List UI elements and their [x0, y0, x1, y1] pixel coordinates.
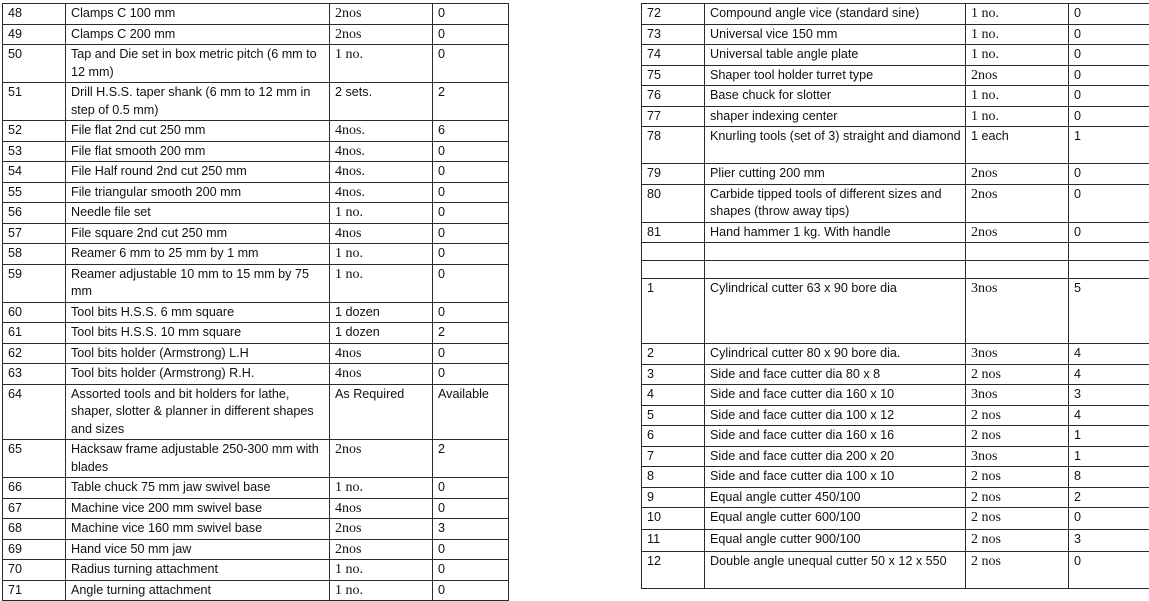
available-cell: 0: [1069, 65, 1149, 86]
serial-number-cell: 1: [642, 279, 705, 344]
quantity-cell: 2nos: [966, 65, 1069, 86]
item-description-cell: Hand hammer 1 kg. With handle: [705, 222, 966, 243]
quantity-cell: 1 no.: [330, 580, 433, 601]
item-description-cell: Hand vice 50 mm jaw: [66, 539, 330, 560]
serial-number-cell: 50: [3, 45, 66, 83]
available-cell: 0: [433, 580, 509, 601]
available-cell: 1: [1069, 426, 1149, 447]
item-description-cell: File flat smooth 200 mm: [66, 141, 330, 162]
item-description-cell: Side and face cutter dia 160 x 10: [705, 385, 966, 406]
table-row: [642, 45, 1149, 66]
item-description-cell: File Half round 2nd cut 250 mm: [66, 162, 330, 183]
available-cell: 0: [433, 203, 509, 224]
item-description-cell: Knurling tools (set of 3) straight and diamond: [705, 127, 966, 164]
serial-number-cell: 60: [3, 302, 66, 323]
serial-number-cell: 59: [3, 264, 66, 302]
serial-number-cell: 4: [642, 385, 705, 406]
available-cell: 4: [1069, 405, 1149, 426]
quantity-cell: 1 no.: [330, 264, 433, 302]
available-cell: 0: [1069, 86, 1149, 107]
quantity-cell: [966, 243, 1069, 261]
table-row: [642, 164, 1149, 185]
quantity-cell: 2 nos: [966, 467, 1069, 488]
serial-number-cell: 66: [3, 478, 66, 499]
quantity-cell: 3nos: [966, 344, 1069, 365]
item-description-cell: Cylindrical cutter 80 x 90 bore dia.: [705, 344, 966, 365]
available-cell: 0: [1069, 45, 1149, 66]
table-row: [3, 24, 509, 45]
serial-number-cell: 62: [3, 343, 66, 364]
table-row: [3, 323, 509, 344]
item-description-cell: Tool bits holder (Armstrong) L.H: [66, 343, 330, 364]
available-cell: 6: [433, 121, 509, 142]
item-description-cell: Hacksaw frame adjustable 250-300 mm with blades: [66, 440, 330, 478]
serial-number-cell: 78: [642, 127, 705, 164]
item-description-cell: [705, 261, 966, 279]
quantity-cell: 4nos: [330, 223, 433, 244]
table-row: [642, 467, 1149, 488]
serial-number-cell: 79: [642, 164, 705, 185]
serial-number-cell: 52: [3, 121, 66, 142]
table-row: [3, 45, 509, 83]
available-cell: 1: [1069, 127, 1149, 164]
table-row: [642, 405, 1149, 426]
serial-number-cell: 57: [3, 223, 66, 244]
item-description-cell: shaper indexing center: [705, 106, 966, 127]
table-row: [3, 384, 509, 440]
available-cell: [1069, 243, 1149, 261]
quantity-cell: 1 no.: [966, 45, 1069, 66]
item-description-cell: Base chuck for slotter: [705, 86, 966, 107]
item-description-cell: Plier cutting 200 mm: [705, 164, 966, 185]
item-description-cell: Side and face cutter dia 100 x 10: [705, 467, 966, 488]
item-description-cell: Machine vice 200 mm swivel base: [66, 498, 330, 519]
item-description-cell: [705, 243, 966, 261]
quantity-cell: 3nos: [966, 446, 1069, 467]
available-cell: 5: [1069, 279, 1149, 344]
table-row: [3, 302, 509, 323]
item-description-cell: File square 2nd cut 250 mm: [66, 223, 330, 244]
item-description-cell: Tap and Die set in box metric pitch (6 mm to 12 mm): [66, 45, 330, 83]
item-description-cell: Drill H.S.S. taper shank (6 mm to 12 mm in step of 0.5 mm): [66, 83, 330, 121]
table-row: [3, 244, 509, 265]
available-cell: 0: [433, 343, 509, 364]
item-description-cell: Side and face cutter dia 200 x 20: [705, 446, 966, 467]
table-row: [3, 440, 509, 478]
serial-number-cell: [642, 261, 705, 279]
available-cell: Available: [433, 384, 509, 440]
item-description-cell: Assorted tools and bit holders for lathe, shaper, slotter & planner in different shapes and sizes: [66, 384, 330, 440]
item-description-cell: Table chuck 75 mm jaw swivel base: [66, 478, 330, 499]
serial-number-cell: 73: [642, 24, 705, 45]
serial-number-cell: 53: [3, 141, 66, 162]
serial-number-cell: 11: [642, 530, 705, 552]
table-row: [3, 203, 509, 224]
table-row: [3, 539, 509, 560]
table-row: [642, 426, 1149, 447]
item-description-cell: Needle file set: [66, 203, 330, 224]
item-description-cell: Radius turning attachment: [66, 560, 330, 581]
table-row: [3, 560, 509, 581]
table-row: [642, 65, 1149, 86]
serial-number-cell: 80: [642, 184, 705, 222]
table-row: [642, 127, 1149, 164]
quantity-cell: 4nos.: [330, 121, 433, 142]
serial-number-cell: 49: [3, 24, 66, 45]
quantity-cell: 1 no.: [330, 560, 433, 581]
available-cell: 3: [1069, 530, 1149, 552]
quantity-cell: 2nos: [966, 184, 1069, 222]
item-description-cell: Cylindrical cutter 63 x 90 bore dia: [705, 279, 966, 344]
table-row: [3, 83, 509, 121]
available-cell: 0: [433, 539, 509, 560]
available-cell: 0: [433, 244, 509, 265]
serial-number-cell: 12: [642, 552, 705, 589]
item-description-cell: Equal angle cutter 600/100: [705, 508, 966, 530]
serial-number-cell: 64: [3, 384, 66, 440]
serial-number-cell: 70: [3, 560, 66, 581]
serial-number-cell: 61: [3, 323, 66, 344]
table-row: [3, 4, 509, 25]
table-row: [3, 364, 509, 385]
serial-number-cell: 76: [642, 86, 705, 107]
table-row: [642, 261, 1149, 279]
serial-number-cell: 3: [642, 364, 705, 385]
quantity-cell: 4nos.: [330, 162, 433, 183]
available-cell: 2: [433, 323, 509, 344]
serial-number-cell: 74: [642, 45, 705, 66]
available-cell: 0: [433, 45, 509, 83]
quantity-cell: 1 each: [966, 127, 1069, 164]
serial-number-cell: 8: [642, 467, 705, 488]
table-row: [642, 24, 1149, 45]
serial-number-cell: 54: [3, 162, 66, 183]
item-description-cell: Machine vice 160 mm swivel base: [66, 519, 330, 540]
item-description-cell: Compound angle vice (standard sine): [705, 4, 966, 25]
item-description-cell: Reamer 6 mm to 25 mm by 1 mm: [66, 244, 330, 265]
table-row: [3, 519, 509, 540]
available-cell: 0: [433, 302, 509, 323]
inventory-table-right: [641, 3, 1149, 589]
table-row: [642, 344, 1149, 365]
quantity-cell: 4nos: [330, 364, 433, 385]
table-row: [642, 243, 1149, 261]
quantity-cell: 3nos: [966, 279, 1069, 344]
serial-number-cell: 51: [3, 83, 66, 121]
item-description-cell: Shaper tool holder turret type: [705, 65, 966, 86]
available-cell: 8: [1069, 467, 1149, 488]
available-cell: 2: [433, 83, 509, 121]
table-row: [642, 364, 1149, 385]
item-description-cell: Clamps C 200 mm: [66, 24, 330, 45]
item-description-cell: Side and face cutter dia 80 x 8: [705, 364, 966, 385]
available-cell: 0: [433, 223, 509, 244]
serial-number-cell: 7: [642, 446, 705, 467]
item-description-cell: Angle turning attachment: [66, 580, 330, 601]
serial-number-cell: [642, 243, 705, 261]
quantity-cell: 1 no.: [966, 106, 1069, 127]
quantity-cell: 1 no.: [330, 203, 433, 224]
serial-number-cell: 77: [642, 106, 705, 127]
available-cell: 0: [433, 364, 509, 385]
serial-number-cell: 68: [3, 519, 66, 540]
item-description-cell: Universal vice 150 mm: [705, 24, 966, 45]
available-cell: 4: [1069, 364, 1149, 385]
quantity-cell: 2 nos: [966, 426, 1069, 447]
serial-number-cell: 75: [642, 65, 705, 86]
table-row: [642, 508, 1149, 530]
item-description-cell: Double angle unequal cutter 50 x 12 x 550: [705, 552, 966, 589]
available-cell: 0: [433, 498, 509, 519]
available-cell: 0: [1069, 222, 1149, 243]
quantity-cell: As Required: [330, 384, 433, 440]
serial-number-cell: 65: [3, 440, 66, 478]
item-description-cell: Side and face cutter dia 100 x 12: [705, 405, 966, 426]
quantity-cell: 2nos: [330, 24, 433, 45]
quantity-cell: 2 nos: [966, 364, 1069, 385]
quantity-cell: 1 no.: [330, 45, 433, 83]
available-cell: 0: [433, 560, 509, 581]
quantity-cell: 4nos: [330, 498, 433, 519]
table-row: [3, 498, 509, 519]
quantity-cell: 1 dozen: [330, 323, 433, 344]
available-cell: 0: [1069, 4, 1149, 25]
quantity-cell: [966, 261, 1069, 279]
table-row: [3, 121, 509, 142]
quantity-cell: 2nos: [330, 539, 433, 560]
quantity-cell: 1 no.: [330, 244, 433, 265]
serial-number-cell: 48: [3, 4, 66, 25]
item-description-cell: Reamer adjustable 10 mm to 15 mm by 75 mm: [66, 264, 330, 302]
item-description-cell: Tool bits holder (Armstrong) R.H.: [66, 364, 330, 385]
quantity-cell: 2 sets.: [330, 83, 433, 121]
available-cell: 0: [1069, 106, 1149, 127]
table-row: [642, 487, 1149, 508]
quantity-cell: 1 no.: [966, 86, 1069, 107]
table-row: [3, 343, 509, 364]
quantity-cell: 4nos.: [330, 141, 433, 162]
available-cell: 0: [1069, 508, 1149, 530]
serial-number-cell: 2: [642, 344, 705, 365]
available-cell: 3: [433, 519, 509, 540]
available-cell: 0: [1069, 184, 1149, 222]
quantity-cell: 2nos: [966, 164, 1069, 185]
table-row: [642, 279, 1149, 344]
available-cell: 0: [1069, 552, 1149, 589]
serial-number-cell: 10: [642, 508, 705, 530]
item-description-cell: Carbide tipped tools of different sizes and shapes (throw away tips): [705, 184, 966, 222]
table-row: [642, 4, 1149, 25]
quantity-cell: 2nos: [330, 4, 433, 25]
table-row: [3, 182, 509, 203]
serial-number-cell: 67: [3, 498, 66, 519]
quantity-cell: 3nos: [966, 385, 1069, 406]
serial-number-cell: 69: [3, 539, 66, 560]
item-description-cell: Side and face cutter dia 160 x 16: [705, 426, 966, 447]
quantity-cell: 4nos.: [330, 182, 433, 203]
table-row: [642, 106, 1149, 127]
table-row: [642, 184, 1149, 222]
quantity-cell: 2 nos: [966, 552, 1069, 589]
table-row: [3, 141, 509, 162]
available-cell: 0: [433, 478, 509, 499]
serial-number-cell: 5: [642, 405, 705, 426]
quantity-cell: 2nos: [966, 222, 1069, 243]
available-cell: 4: [1069, 344, 1149, 365]
serial-number-cell: 71: [3, 580, 66, 601]
available-cell: [1069, 261, 1149, 279]
item-description-cell: Clamps C 100 mm: [66, 4, 330, 25]
item-description-cell: Equal angle cutter 900/100: [705, 530, 966, 552]
serial-number-cell: 56: [3, 203, 66, 224]
item-description-cell: File flat 2nd cut 250 mm: [66, 121, 330, 142]
table-row: [642, 552, 1149, 589]
quantity-cell: 2nos: [330, 440, 433, 478]
serial-number-cell: 6: [642, 426, 705, 447]
serial-number-cell: 9: [642, 487, 705, 508]
quantity-cell: 2nos: [330, 519, 433, 540]
quantity-cell: 1 no.: [966, 4, 1069, 25]
serial-number-cell: 63: [3, 364, 66, 385]
available-cell: 2: [433, 440, 509, 478]
item-description-cell: Tool bits H.S.S. 6 mm square: [66, 302, 330, 323]
quantity-cell: 2 nos: [966, 405, 1069, 426]
available-cell: 2: [1069, 487, 1149, 508]
available-cell: 1: [1069, 446, 1149, 467]
available-cell: 0: [433, 162, 509, 183]
item-description-cell: Equal angle cutter 450/100: [705, 487, 966, 508]
serial-number-cell: 72: [642, 4, 705, 25]
serial-number-cell: 81: [642, 222, 705, 243]
serial-number-cell: 58: [3, 244, 66, 265]
table-row: [3, 162, 509, 183]
available-cell: 0: [1069, 24, 1149, 45]
table-row: [3, 264, 509, 302]
available-cell: 0: [1069, 164, 1149, 185]
quantity-cell: 4nos: [330, 343, 433, 364]
quantity-cell: 2 nos: [966, 487, 1069, 508]
available-cell: 0: [433, 141, 509, 162]
quantity-cell: 2 nos: [966, 508, 1069, 530]
available-cell: 0: [433, 264, 509, 302]
serial-number-cell: 55: [3, 182, 66, 203]
table-row: [642, 446, 1149, 467]
quantity-cell: 1 dozen: [330, 302, 433, 323]
table-row: [642, 222, 1149, 243]
quantity-cell: 1 no.: [330, 478, 433, 499]
available-cell: 0: [433, 182, 509, 203]
table-row: [642, 385, 1149, 406]
table-row: [642, 86, 1149, 107]
item-description-cell: Universal table angle plate: [705, 45, 966, 66]
available-cell: 0: [433, 24, 509, 45]
quantity-cell: 2 nos: [966, 530, 1069, 552]
inventory-table-left: [2, 3, 509, 601]
item-description-cell: File triangular smooth 200 mm: [66, 182, 330, 203]
table-row: [3, 478, 509, 499]
item-description-cell: Tool bits H.S.S. 10 mm square: [66, 323, 330, 344]
available-cell: 0: [433, 4, 509, 25]
table-row: [3, 223, 509, 244]
table-row: [3, 580, 509, 601]
available-cell: 3: [1069, 385, 1149, 406]
table-row: [642, 530, 1149, 552]
quantity-cell: 1 no.: [966, 24, 1069, 45]
